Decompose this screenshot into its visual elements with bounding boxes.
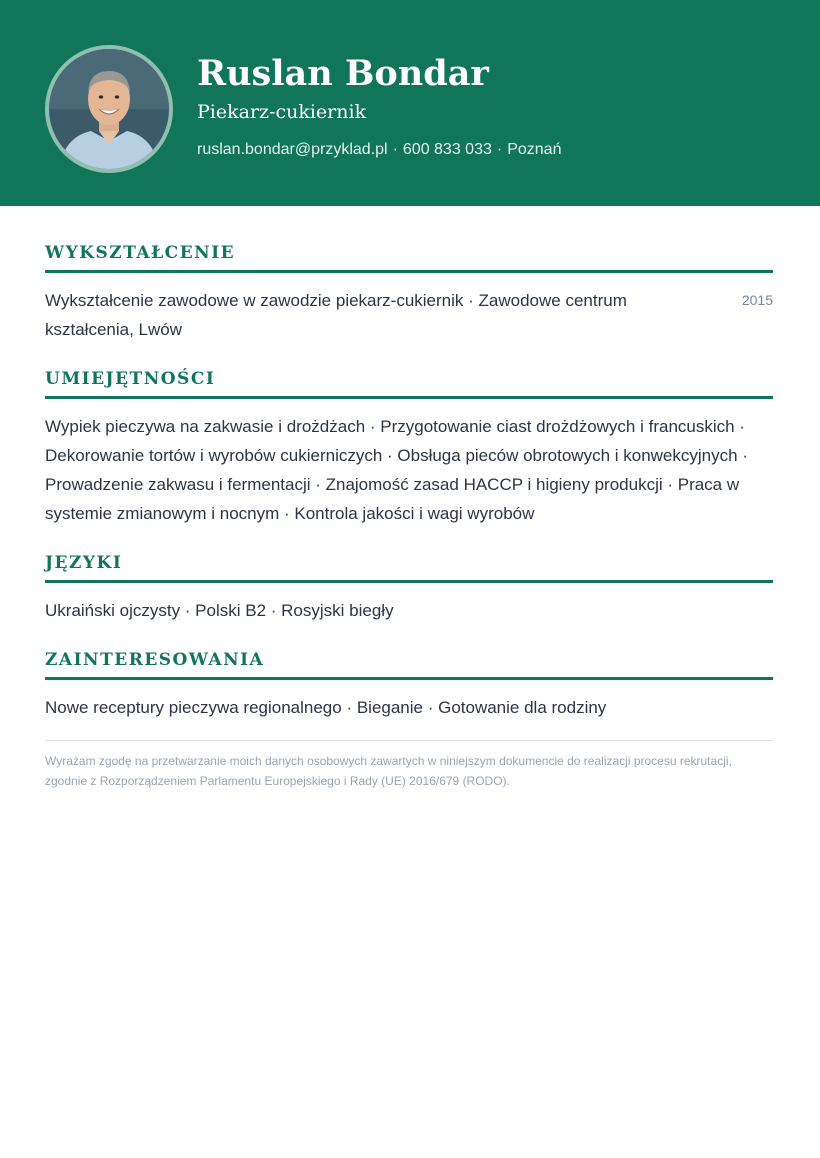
avatar	[45, 45, 173, 173]
interests-text: Nowe receptury pieczywa regionalnego · Bieganie · Gotowanie dla rodziny	[45, 698, 607, 717]
section-title-languages: JĘZYKI	[45, 548, 773, 583]
divider	[45, 740, 773, 741]
languages-section	[45, 548, 773, 625]
education-text: Wykształcenie zawodowe w zawodzie piekarz-cukiernik · Zawodowe centrum kształcenia, Lwów	[45, 291, 627, 339]
profile-photo-icon	[49, 49, 169, 169]
email[interactable]: ruslan.bondar@przyklad.pl	[197, 141, 388, 158]
gdpr-consent: Wyrażam zgodę na przetwarzanie moich danych osobowych zawartych w niniejszym dokumencie do realizacji procesu rekrutacji, zgodnie z Rozporządzeniem Parlamentu Europejskiego i Rady (UE) 2016/679 (RODO).	[45, 754, 732, 788]
skills-text: Wypiek pieczywa na zakwasie i drożdżach · Przygotowanie ciast drożdżowych i francuskich · Dekorowanie tortów i wyrobów cukierniczych · Obsługa pieców obrotowych i konwekcyjnych · Prowadzenie zakwasu i fermentacji · Znajomość zasad HACCP i higieny produkcji · Praca w systemie zmianowym i nocnym · Kontrola jakości i wagi wyrobów	[45, 417, 748, 523]
interests-section	[45, 645, 773, 722]
section-title-interests: ZAINTERESOWANIA	[45, 645, 773, 680]
education-entry	[45, 286, 773, 344]
section-title-skills: UMIEJĘTNOŚCI	[45, 364, 773, 399]
separator: ·	[496, 141, 503, 158]
phone[interactable]: 600 833 033	[402, 141, 492, 158]
languages-text: Ukraiński ojczysty · Polski B2 · Rosyjski biegły	[45, 601, 394, 620]
education-section	[45, 238, 773, 344]
contact-line	[197, 137, 561, 163]
city: Poznań	[507, 141, 562, 158]
skills-section	[45, 364, 773, 528]
candidate-role: Piekarz-cukiernik	[197, 101, 367, 123]
resume-body	[45, 238, 773, 791]
separator: ·	[392, 141, 398, 158]
section-title-education: WYKSZTAŁCENIE	[45, 238, 773, 273]
candidate-name: Ruslan Bondar	[197, 53, 489, 94]
education-year: 2015	[741, 292, 773, 308]
header-banner	[0, 0, 820, 206]
